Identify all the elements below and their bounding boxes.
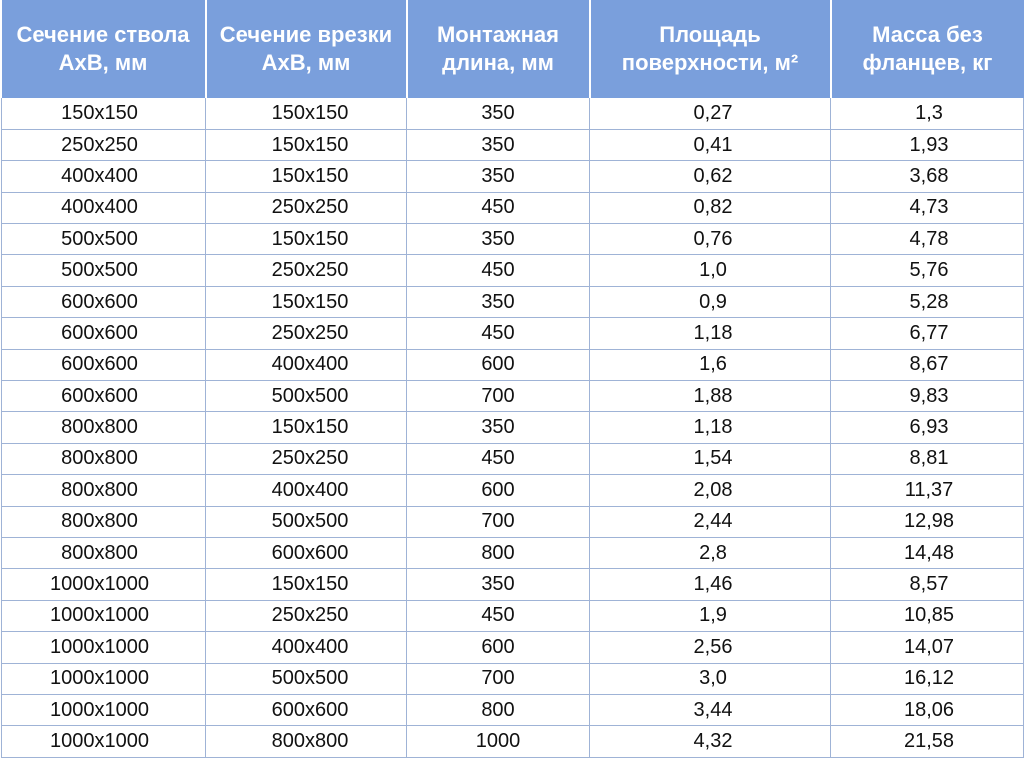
cell-mass: 4,73 — [831, 192, 1024, 223]
cell-surface-area: 0,9 — [590, 286, 831, 317]
table-row — [2, 161, 1024, 192]
cell-trunk-section: 600х600 — [2, 286, 206, 317]
cell-branch-section: 400х400 — [206, 632, 407, 663]
table-row — [2, 506, 1024, 537]
cell-branch-section: 250х250 — [206, 255, 407, 286]
cell-branch-section: 250х250 — [206, 318, 407, 349]
table-header — [2, 0, 1024, 98]
cell-mounting-length: 700 — [407, 381, 590, 412]
cell-mounting-length: 800 — [407, 694, 590, 725]
cell-mass: 4,78 — [831, 224, 1024, 255]
cell-mounting-length: 600 — [407, 475, 590, 506]
cell-mass: 14,07 — [831, 632, 1024, 663]
cell-mass: 1,93 — [831, 129, 1024, 160]
cell-surface-area: 1,18 — [590, 412, 831, 443]
cell-branch-section: 250х250 — [206, 600, 407, 631]
cell-trunk-section: 1000х1000 — [2, 600, 206, 631]
cell-mass: 6,77 — [831, 318, 1024, 349]
cell-branch-section: 150х150 — [206, 129, 407, 160]
cell-branch-section: 150х150 — [206, 98, 407, 129]
cell-mounting-length: 350 — [407, 161, 590, 192]
cell-mounting-length: 450 — [407, 255, 590, 286]
cell-surface-area: 0,76 — [590, 224, 831, 255]
header-row — [2, 0, 1024, 98]
cell-branch-section: 150х150 — [206, 161, 407, 192]
cell-mounting-length: 450 — [407, 192, 590, 223]
cell-branch-section: 400х400 — [206, 349, 407, 380]
specification-table — [1, 0, 1024, 758]
cell-mounting-length: 700 — [407, 663, 590, 694]
cell-surface-area: 2,8 — [590, 537, 831, 568]
cell-branch-section: 600х600 — [206, 694, 407, 725]
cell-surface-area: 1,9 — [590, 600, 831, 631]
cell-mounting-length: 350 — [407, 569, 590, 600]
cell-mounting-length: 350 — [407, 98, 590, 129]
cell-branch-section: 150х150 — [206, 412, 407, 443]
cell-branch-section: 250х250 — [206, 192, 407, 223]
cell-branch-section: 500х500 — [206, 663, 407, 694]
header-branch-section: Сечение врезки АхВ, мм — [206, 0, 407, 98]
table-row — [2, 349, 1024, 380]
table-row — [2, 255, 1024, 286]
cell-trunk-section: 1000х1000 — [2, 632, 206, 663]
header-surface-area: Площадь поверхности, м² — [590, 0, 831, 98]
cell-mass: 10,85 — [831, 600, 1024, 631]
cell-trunk-section: 800х800 — [2, 443, 206, 474]
cell-mass: 14,48 — [831, 537, 1024, 568]
cell-mounting-length: 350 — [407, 286, 590, 317]
cell-mass: 18,06 — [831, 694, 1024, 725]
cell-surface-area: 1,54 — [590, 443, 831, 474]
cell-trunk-section: 1000х1000 — [2, 569, 206, 600]
table-row — [2, 412, 1024, 443]
table-row — [2, 600, 1024, 631]
cell-trunk-section: 500х500 — [2, 224, 206, 255]
cell-mass: 11,37 — [831, 475, 1024, 506]
cell-trunk-section: 1000х1000 — [2, 663, 206, 694]
cell-trunk-section: 800х800 — [2, 412, 206, 443]
cell-mounting-length: 1000 — [407, 726, 590, 757]
table-row — [2, 569, 1024, 600]
cell-trunk-section: 800х800 — [2, 537, 206, 568]
cell-mounting-length: 700 — [407, 506, 590, 537]
cell-mounting-length: 600 — [407, 632, 590, 663]
cell-branch-section: 250х250 — [206, 443, 407, 474]
table-row — [2, 632, 1024, 663]
cell-trunk-section: 800х800 — [2, 506, 206, 537]
cell-surface-area: 1,18 — [590, 318, 831, 349]
cell-surface-area: 1,0 — [590, 255, 831, 286]
cell-surface-area: 0,82 — [590, 192, 831, 223]
table-row — [2, 192, 1024, 223]
cell-mounting-length: 450 — [407, 443, 590, 474]
table-row — [2, 381, 1024, 412]
cell-trunk-section: 600х600 — [2, 381, 206, 412]
cell-surface-area: 1,46 — [590, 569, 831, 600]
cell-trunk-section: 400х400 — [2, 161, 206, 192]
cell-branch-section: 150х150 — [206, 569, 407, 600]
table-row — [2, 726, 1024, 757]
cell-mass: 9,83 — [831, 381, 1024, 412]
cell-mass: 8,81 — [831, 443, 1024, 474]
cell-trunk-section: 1000х1000 — [2, 726, 206, 757]
cell-branch-section: 500х500 — [206, 381, 407, 412]
cell-surface-area: 2,44 — [590, 506, 831, 537]
cell-branch-section: 400х400 — [206, 475, 407, 506]
cell-surface-area: 0,41 — [590, 129, 831, 160]
cell-surface-area: 3,44 — [590, 694, 831, 725]
cell-mass: 12,98 — [831, 506, 1024, 537]
cell-trunk-section: 150х150 — [2, 98, 206, 129]
table-row — [2, 443, 1024, 474]
table-body — [2, 98, 1024, 757]
table-row — [2, 475, 1024, 506]
cell-trunk-section: 400х400 — [2, 192, 206, 223]
cell-mounting-length: 450 — [407, 318, 590, 349]
table-row — [2, 129, 1024, 160]
cell-mass: 6,93 — [831, 412, 1024, 443]
cell-surface-area: 3,0 — [590, 663, 831, 694]
cell-branch-section: 600х600 — [206, 537, 407, 568]
header-mounting-length: Монтажная длина, мм — [407, 0, 590, 98]
cell-trunk-section: 600х600 — [2, 349, 206, 380]
cell-surface-area: 1,88 — [590, 381, 831, 412]
cell-surface-area: 0,62 — [590, 161, 831, 192]
cell-surface-area: 1,6 — [590, 349, 831, 380]
cell-trunk-section: 1000х1000 — [2, 694, 206, 725]
cell-mounting-length: 800 — [407, 537, 590, 568]
table-row — [2, 318, 1024, 349]
cell-mounting-length: 350 — [407, 129, 590, 160]
cell-mass: 3,68 — [831, 161, 1024, 192]
cell-mass: 1,3 — [831, 98, 1024, 129]
table-row — [2, 694, 1024, 725]
cell-surface-area: 2,56 — [590, 632, 831, 663]
cell-branch-section: 150х150 — [206, 224, 407, 255]
cell-mass: 5,76 — [831, 255, 1024, 286]
cell-surface-area: 0,27 — [590, 98, 831, 129]
cell-mass: 21,58 — [831, 726, 1024, 757]
cell-mass: 16,12 — [831, 663, 1024, 694]
cell-trunk-section: 500х500 — [2, 255, 206, 286]
table-row — [2, 286, 1024, 317]
cell-mounting-length: 600 — [407, 349, 590, 380]
cell-mass: 5,28 — [831, 286, 1024, 317]
cell-trunk-section: 250х250 — [2, 129, 206, 160]
table-row — [2, 224, 1024, 255]
cell-mounting-length: 450 — [407, 600, 590, 631]
cell-surface-area: 4,32 — [590, 726, 831, 757]
table-row — [2, 537, 1024, 568]
cell-mounting-length: 350 — [407, 412, 590, 443]
cell-branch-section: 500х500 — [206, 506, 407, 537]
table-row — [2, 98, 1024, 129]
cell-branch-section: 150х150 — [206, 286, 407, 317]
cell-trunk-section: 600х600 — [2, 318, 206, 349]
table-row — [2, 663, 1024, 694]
cell-mounting-length: 350 — [407, 224, 590, 255]
cell-mass: 8,67 — [831, 349, 1024, 380]
header-mass: Масса без фланцев, кг — [831, 0, 1024, 98]
cell-branch-section: 800х800 — [206, 726, 407, 757]
header-trunk-section: Сечение ствола АхВ, мм — [2, 0, 206, 98]
cell-trunk-section: 800х800 — [2, 475, 206, 506]
cell-surface-area: 2,08 — [590, 475, 831, 506]
cell-mass: 8,57 — [831, 569, 1024, 600]
